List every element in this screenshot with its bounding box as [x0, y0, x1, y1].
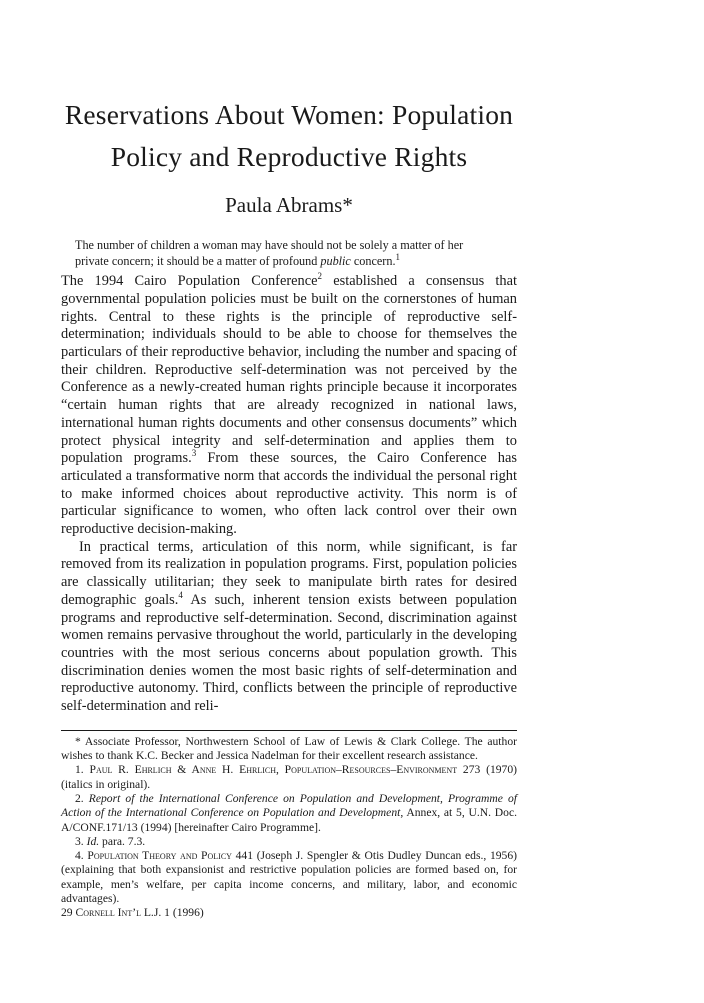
epigraph	[75, 238, 499, 269]
footnote-number: 2.	[75, 791, 89, 805]
footnote-4	[61, 849, 517, 906]
footnotes	[61, 735, 517, 907]
footnote-text: , Annex, at 5, U.N. Doc. A/CONF.171/13 (1994) [hereinafter Cairo Programme].	[61, 806, 517, 834]
epigraph-text: The number of children a woman may have should not be solely a matter of her private concern; it should be a matter of profound	[75, 238, 464, 268]
footnote-star: * Associate Professor, Northwestern School of Law of Lewis & Clark College. The author wishes to thank K.C. Becker and Jessica Nadelman for their excellent research assistance.	[61, 734, 517, 763]
footnote-3	[61, 835, 517, 849]
footnote-divider	[61, 730, 517, 731]
text-run: As such, inherent tension exists between population programs and reproductive self-determination. Second, discrimination against women remains pervasive throughout the world, particularly in the developing countries with the most serious concerns about population growth. This discrimination denies women the most basic rights of self-determination and reproductive autonomy. Third, conflicts between the principle of reproductive self-determination and reli-	[61, 591, 517, 715]
footnote-text: 441 (Joseph J. Spengler & Otis Dudley Duncan eds., 1956) (explaining that both expansionist and restrictive population policies are formed based on, for example, men’s welfare, per capita income concerns, and military, labor, and economic advantages).	[61, 849, 517, 906]
paragraph-2	[61, 539, 517, 716]
author-name: Paula Abrams*	[225, 193, 353, 217]
footnote-ref: 1	[395, 251, 401, 262]
body-text	[61, 273, 517, 716]
title-line-2: Policy and Reproductive Rights	[110, 141, 468, 172]
footnote-source: Population Theory and Policy	[87, 849, 232, 863]
footnote-number: 1.	[75, 763, 90, 777]
footnote-ref: 3	[191, 448, 197, 459]
text-run: From these sources, the Cairo Conference has articulated a transformative norm that accords the individual the personal right to make informed choices about reproductive activity. This norm is of particular significance to women, who often lack control over their own reproductive decision-making.	[61, 450, 517, 538]
footnote-text: para. 7.3.	[99, 834, 146, 848]
citation-page: 1 (1996)	[161, 906, 204, 920]
epigraph-emphasis: public	[320, 253, 351, 268]
paragraph-1	[61, 273, 517, 539]
footnote-source: Report of the International Conference on Population and Development, Programme of Action of the International Conference on Population and Development	[61, 791, 518, 820]
footnote-ref: 4	[178, 590, 183, 601]
footnote-1	[61, 763, 517, 792]
footnote-source: Paul R. Ehrlich & Anne H. Ehrlich, Population–Resources–Environment	[89, 763, 458, 777]
text-run: established a consensus that governmental population policies must be built on the cornerstones of human rights. Central to these rights is the principle of reproductive self-determination; individuals should to be able to choose for themselves the particulars of their reproductive behavior, including the number and spacing of their children. Reproductive self-determination was not perceived by the Conference as a newly-created human rights principle because it incorporates “certain human rights that are already recognized in national laws, international human rights documents and other consensus documents” which protect physical integrity and self-determination and applies them to population programs.	[61, 273, 518, 467]
article-title	[61, 94, 517, 178]
title-line-1: Reservations About Women: Population	[64, 99, 514, 130]
journal-citation	[61, 906, 517, 920]
text-run: The 1994 Cairo Population Conference	[61, 273, 318, 290]
footnote-source: Id.	[86, 834, 100, 848]
article-page	[61, 94, 517, 921]
footnote-2	[61, 792, 517, 835]
citation-volume: 29	[61, 906, 76, 920]
footnote-text: 273 (1970) (italics in original).	[61, 763, 518, 791]
footnote-ref: 2	[317, 271, 323, 282]
footnote-number: 4.	[75, 849, 88, 863]
epigraph-text-end: concern.	[350, 253, 396, 268]
text-run: In practical terms, articulation of this norm, while significant, is far removed from its realization in population programs. First, population policies are classically utilitarian; they seek to manipulate birth rates for desired demographic goals.	[61, 538, 517, 608]
citation-journal: Cornell Int’l L.J.	[75, 906, 162, 920]
footnote-number: 3.	[75, 834, 87, 848]
